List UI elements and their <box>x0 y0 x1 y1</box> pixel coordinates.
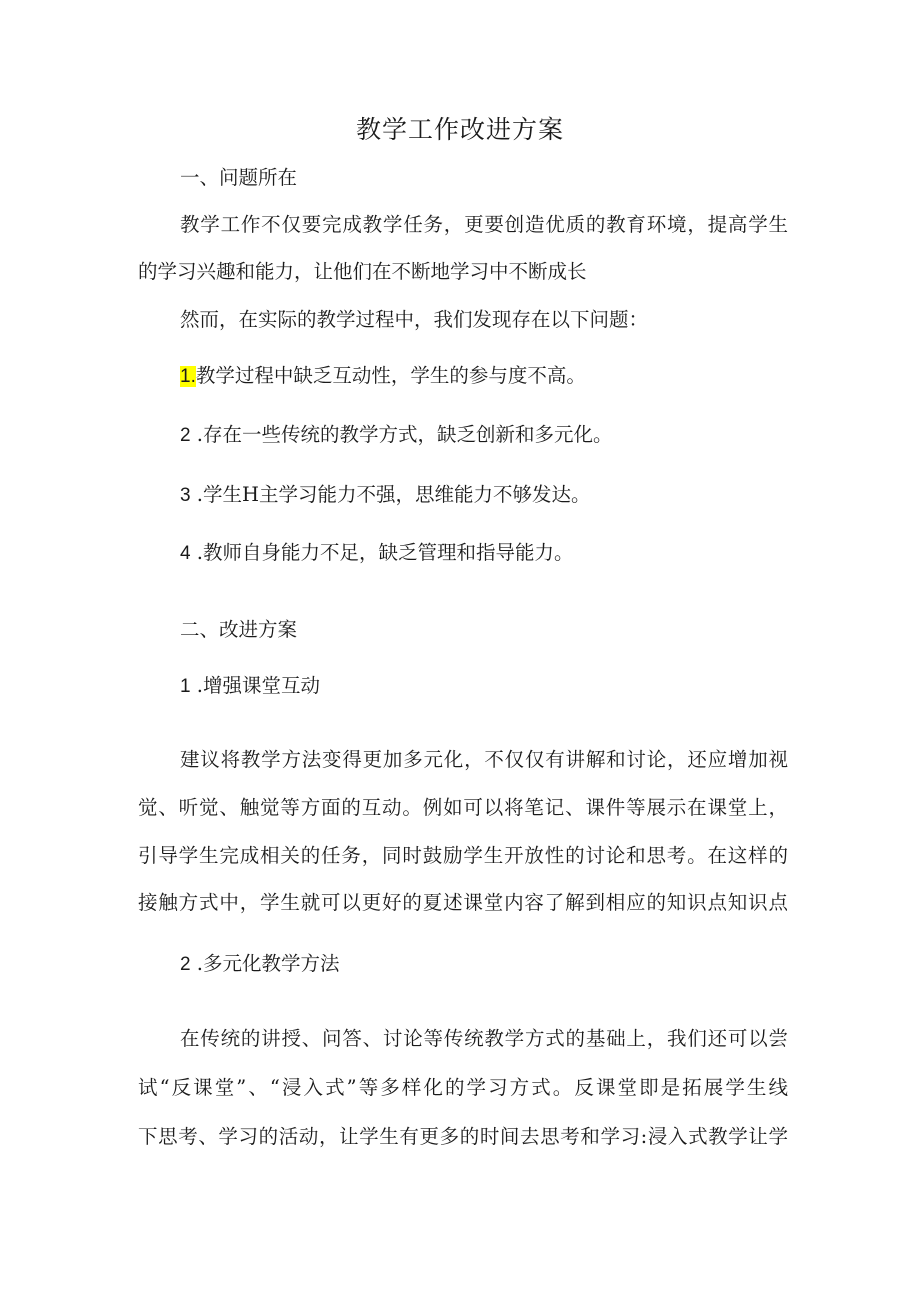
paragraph-line: 觉、听觉、触觉等方面的互动。例如可以将笔记、课件等展示在课堂上， <box>138 796 788 819</box>
paragraph-line: 接触方式中，学生就可以更好的夏述课堂内容了解到相应的知识点知识点 <box>138 891 788 914</box>
paragraph-line: 的学习兴趣和能力，让他们在不断地学习中不断成长 <box>138 260 587 283</box>
paragraph-line: 然而，在实际的教学过程中，我们发现存在以下问题： <box>180 308 649 331</box>
section-heading-improvements: 二、改进方案 <box>180 618 298 641</box>
subsection-number: 2 <box>180 954 191 975</box>
subsection-title: .增强课堂互动 <box>190 674 320 697</box>
subsection-heading <box>180 671 788 702</box>
list-item-number-highlighted: 1. <box>180 366 196 387</box>
list-item-number: 4 <box>180 543 191 564</box>
list-item-text: .学生H主学习能力不强，思维能力不够发达。 <box>190 483 591 506</box>
subsection-number: 1 <box>180 676 191 697</box>
paragraph-line: 在传统的讲授、问答、讨论等传统教学方式的基础上，我们还可以尝 <box>180 1027 788 1050</box>
subsection-title: .多元化教学方法 <box>190 952 340 975</box>
list-item <box>180 538 788 569</box>
list-item-number: 2 <box>180 425 191 446</box>
paragraph-line: 下思考、学习的活动，让学生有更多的时间去思考和学习:浸入式教学让学 <box>138 1125 788 1148</box>
section-heading-problems: 一、问题所在 <box>180 166 298 189</box>
document-title: 教学工作改进方案 <box>355 115 564 144</box>
subsection-heading <box>180 949 788 980</box>
paragraph-line: 试“反课堂”、“浸入式”等多样化的学习方式。反课堂即是拓展学生线 <box>138 1076 788 1099</box>
list-item-text: 教学过程中缺乏互动性，学生的参与度不高。 <box>195 364 586 387</box>
list-item-text: .存在一些传统的教学方式，缺乏创新和多元化。 <box>190 423 613 446</box>
list-item <box>180 480 788 511</box>
list-item <box>180 420 788 451</box>
paragraph-line: 引导学生完成相关的任务，同时鼓励学生开放性的讨论和思考。在这样的 <box>138 844 788 867</box>
paragraph-line: 教学工作不仅要完成教学任务，更要创造优质的教育环境，提高学生 <box>180 213 788 236</box>
list-item-number: 3 <box>180 485 191 506</box>
paragraph-line: 建议将教学方法变得更加多元化，不仅仅有讲解和讨论，还应增加视 <box>180 748 788 771</box>
list-item <box>180 361 788 392</box>
list-item-text: .教师自身能力不足，缺乏管理和指导能力。 <box>190 541 574 564</box>
